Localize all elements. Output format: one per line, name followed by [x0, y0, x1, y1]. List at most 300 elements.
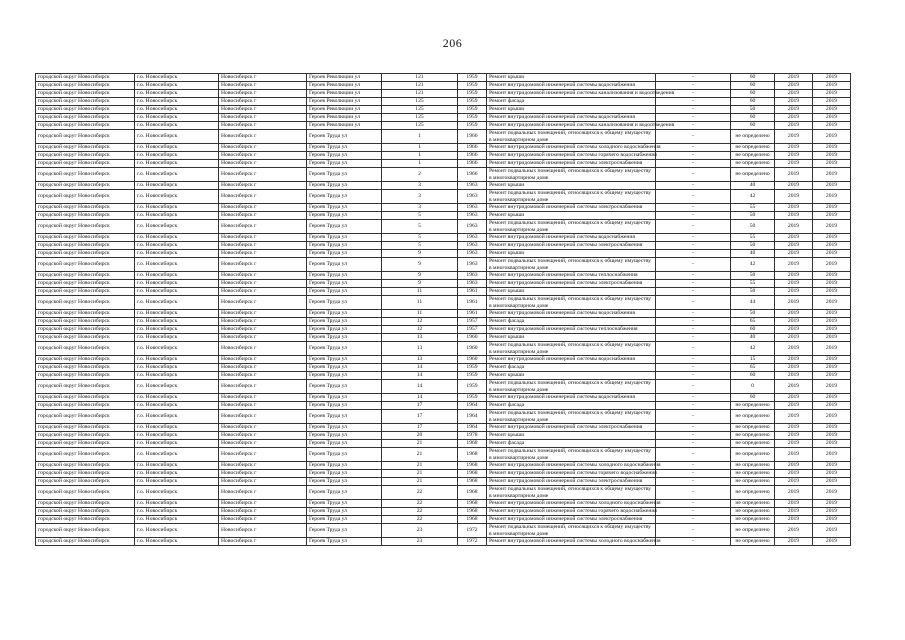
municipality-cell: городской округ Новосибирск: [36, 204, 135, 212]
done-year-cell: 2019: [813, 462, 851, 470]
street-cell: Героев Революции ул: [307, 74, 382, 82]
done-year-cell: 2019: [813, 204, 851, 212]
done-year-cell: 2019: [813, 538, 851, 546]
house-number-cell: 17: [382, 410, 458, 424]
year-built-cell: 1972: [458, 524, 487, 538]
municipality-cell: городской округ Новосибирск: [36, 234, 135, 242]
done-year-cell: 2019: [813, 272, 851, 280]
house-number-cell: 23: [382, 538, 458, 546]
house-number-cell: 125: [382, 106, 458, 114]
municipality-cell: городской округ Новосибирск: [36, 144, 135, 152]
done-year-cell: 2019: [813, 152, 851, 160]
house-number-cell: 14: [382, 364, 458, 372]
work-type-cell: Ремонт внутридомовой инженерной системы водоснабжения: [487, 356, 656, 364]
done-year-cell: 2019: [813, 380, 851, 394]
house-number-cell: 13: [382, 356, 458, 364]
house-number-cell: 14: [382, 394, 458, 402]
settlement-cell: Новосибирск г: [219, 234, 307, 242]
work-type-cell: Ремонт внутридомовой инженерной системы электроснабжения: [487, 160, 656, 168]
municipality-cell: городской округ Новосибирск: [36, 152, 135, 160]
work-type-cell: Ремонт крыши: [487, 74, 656, 82]
done-year-cell: 2019: [813, 470, 851, 478]
cost-cell: не определено: [731, 516, 775, 524]
dash-cell: -: [656, 280, 731, 288]
dash-cell: -: [656, 342, 731, 356]
cost-cell: не определено: [731, 440, 775, 448]
work-type-cell: Ремонт внутридомовой инженерной системы канализования и водоотведения: [487, 122, 656, 130]
street-cell: Героев Труда ул: [307, 508, 382, 516]
district-cell: г.о. Новосибирск: [135, 204, 219, 212]
street-cell: Героев Труда ул: [307, 516, 382, 524]
house-number-cell: 9: [382, 280, 458, 288]
district-cell: г.о. Новосибирск: [135, 90, 219, 98]
municipality-cell: городской округ Новосибирск: [36, 462, 135, 470]
work-type-cell: Ремонт подвальных помещений, относящихся к общему имуществу в многоквартирном доме: [487, 296, 656, 310]
dash-cell: -: [656, 204, 731, 212]
cost-cell: 60: [731, 122, 775, 130]
plan-year-cell: 2019: [775, 508, 813, 516]
work-type-cell: Ремонт внутридомовой инженерной системы водоснабжения: [487, 234, 656, 242]
work-type-cell: Ремонт фасада: [487, 402, 656, 410]
done-year-cell: 2019: [813, 114, 851, 122]
street-cell: Героев Революции ул: [307, 122, 382, 130]
street-cell: Героев Труда ул: [307, 342, 382, 356]
done-year-cell: 2019: [813, 310, 851, 318]
plan-year-cell: 2019: [775, 380, 813, 394]
dash-cell: -: [656, 144, 731, 152]
plan-year-cell: 2019: [775, 342, 813, 356]
settlement-cell: Новосибирск г: [219, 394, 307, 402]
cost-cell: не определено: [731, 168, 775, 182]
cost-cell: 55: [731, 280, 775, 288]
dash-cell: -: [656, 106, 731, 114]
work-type-cell: Ремонт подвальных помещений, относящихся к общему имуществу в многоквартирном доме: [487, 168, 656, 182]
year-built-cell: 1957: [458, 326, 487, 334]
plan-year-cell: 2019: [775, 160, 813, 168]
street-cell: Героев Труда ул: [307, 204, 382, 212]
work-type-cell: Ремонт внутридомовой инженерной системы канализования и водоотведения: [487, 90, 656, 98]
district-cell: г.о. Новосибирск: [135, 424, 219, 432]
year-built-cell: 1966: [458, 130, 487, 144]
settlement-cell: Новосибирск г: [219, 516, 307, 524]
work-type-cell: Ремонт внутридомовой инженерной системы водоснабжения: [487, 82, 656, 90]
municipality-cell: городской округ Новосибирск: [36, 242, 135, 250]
plan-year-cell: 2019: [775, 280, 813, 288]
dash-cell: -: [656, 310, 731, 318]
settlement-cell: Новосибирск г: [219, 122, 307, 130]
year-built-cell: 1959: [458, 98, 487, 106]
settlement-cell: Новосибирск г: [219, 250, 307, 258]
settlement-cell: Новосибирск г: [219, 258, 307, 272]
plan-year-cell: 2019: [775, 334, 813, 342]
dash-cell: -: [656, 500, 731, 508]
year-built-cell: 1963: [458, 250, 487, 258]
done-year-cell: 2019: [813, 326, 851, 334]
street-cell: Героев Труда ул: [307, 288, 382, 296]
district-cell: г.о. Новосибирск: [135, 372, 219, 380]
district-cell: г.о. Новосибирск: [135, 326, 219, 334]
done-year-cell: 2019: [813, 296, 851, 310]
settlement-cell: Новосибирск г: [219, 342, 307, 356]
street-cell: Героев Труда ул: [307, 356, 382, 364]
cost-cell: 50: [731, 212, 775, 220]
settlement-cell: Новосибирск г: [219, 334, 307, 342]
done-year-cell: 2019: [813, 144, 851, 152]
house-number-cell: 22: [382, 500, 458, 508]
settlement-cell: Новосибирск г: [219, 114, 307, 122]
settlement-cell: Новосибирск г: [219, 410, 307, 424]
work-type-cell: Ремонт внутридомовой инженерной системы горячего водоснабжения: [487, 470, 656, 478]
work-type-cell: Ремонт внутридомовой инженерной системы электроснабжения: [487, 516, 656, 524]
settlement-cell: Новосибирск г: [219, 74, 307, 82]
dash-cell: -: [656, 114, 731, 122]
year-built-cell: 1966: [458, 168, 487, 182]
done-year-cell: 2019: [813, 432, 851, 440]
cost-cell: не определено: [731, 410, 775, 424]
work-type-cell: Ремонт крыши: [487, 250, 656, 258]
settlement-cell: Новосибирск г: [219, 182, 307, 190]
street-cell: Героев Труда ул: [307, 220, 382, 234]
table-row: [36, 160, 851, 168]
cost-cell: 60: [731, 74, 775, 82]
house-number-cell: 5: [382, 220, 458, 234]
table-row: [36, 258, 851, 272]
cost-cell: 50: [731, 106, 775, 114]
table-row: [36, 90, 851, 98]
cost-cell: не определено: [731, 524, 775, 538]
street-cell: Героев Труда ул: [307, 190, 382, 204]
dash-cell: -: [656, 168, 731, 182]
plan-year-cell: 2019: [775, 122, 813, 130]
year-built-cell: 1964: [458, 424, 487, 432]
year-built-cell: 1961: [458, 288, 487, 296]
dash-cell: -: [656, 326, 731, 334]
table-row: [36, 410, 851, 424]
year-built-cell: 1960: [458, 356, 487, 364]
year-built-cell: 1968: [458, 508, 487, 516]
municipality-cell: городской округ Новосибирск: [36, 356, 135, 364]
district-cell: г.о. Новосибирск: [135, 356, 219, 364]
done-year-cell: 2019: [813, 122, 851, 130]
house-number-cell: 13: [382, 334, 458, 342]
cost-cell: не определено: [731, 144, 775, 152]
municipality-cell: городской округ Новосибирск: [36, 296, 135, 310]
plan-year-cell: 2019: [775, 242, 813, 250]
settlement-cell: Новосибирск г: [219, 204, 307, 212]
table-row: [36, 204, 851, 212]
done-year-cell: 2019: [813, 280, 851, 288]
table-row: [36, 470, 851, 478]
table-row: [36, 432, 851, 440]
cost-cell: 60: [731, 114, 775, 122]
municipality-cell: городской округ Новосибирск: [36, 500, 135, 508]
done-year-cell: 2019: [813, 234, 851, 242]
table-row: [36, 326, 851, 334]
municipality-cell: городской округ Новосибирск: [36, 364, 135, 372]
dash-cell: -: [656, 424, 731, 432]
municipality-cell: городской округ Новосибирск: [36, 372, 135, 380]
municipality-cell: городской округ Новосибирск: [36, 220, 135, 234]
done-year-cell: 2019: [813, 486, 851, 500]
plan-year-cell: 2019: [775, 402, 813, 410]
municipality-cell: городской округ Новосибирск: [36, 334, 135, 342]
year-built-cell: 1964: [458, 402, 487, 410]
municipality-cell: городской округ Новосибирск: [36, 190, 135, 204]
settlement-cell: Новосибирск г: [219, 508, 307, 516]
work-type-cell: Ремонт крыши: [487, 432, 656, 440]
plan-year-cell: 2019: [775, 470, 813, 478]
dash-cell: -: [656, 538, 731, 546]
work-type-cell: Ремонт внутридомовой инженерной системы теплоснабжения: [487, 272, 656, 280]
house-number-cell: 125: [382, 98, 458, 106]
municipality-cell: городской округ Новосибирск: [36, 380, 135, 394]
settlement-cell: Новосибирск г: [219, 380, 307, 394]
municipality-cell: городской округ Новосибирск: [36, 424, 135, 432]
municipality-cell: городской округ Новосибирск: [36, 470, 135, 478]
done-year-cell: 2019: [813, 90, 851, 98]
plan-year-cell: 2019: [775, 220, 813, 234]
table-row: [36, 310, 851, 318]
house-number-cell: 17: [382, 402, 458, 410]
year-built-cell: 1959: [458, 106, 487, 114]
district-cell: г.о. Новосибирск: [135, 394, 219, 402]
settlement-cell: Новосибирск г: [219, 144, 307, 152]
district-cell: г.о. Новосибирск: [135, 432, 219, 440]
work-type-cell: Ремонт внутридомовой инженерной системы водоснабжения: [487, 310, 656, 318]
settlement-cell: Новосибирск г: [219, 98, 307, 106]
settlement-cell: Новосибирск г: [219, 106, 307, 114]
dash-cell: -: [656, 356, 731, 364]
settlement-cell: Новосибирск г: [219, 432, 307, 440]
dash-cell: -: [656, 250, 731, 258]
municipality-cell: городской округ Новосибирск: [36, 250, 135, 258]
dash-cell: -: [656, 394, 731, 402]
house-number-cell: 20: [382, 432, 458, 440]
settlement-cell: Новосибирск г: [219, 212, 307, 220]
district-cell: г.о. Новосибирск: [135, 296, 219, 310]
table-row: [36, 168, 851, 182]
settlement-cell: Новосибирск г: [219, 372, 307, 380]
municipality-cell: городской округ Новосибирск: [36, 516, 135, 524]
municipality-cell: городской округ Новосибирск: [36, 82, 135, 90]
dash-cell: -: [656, 234, 731, 242]
settlement-cell: Новосибирск г: [219, 356, 307, 364]
municipality-cell: городской округ Новосибирск: [36, 74, 135, 82]
year-built-cell: 1963: [458, 204, 487, 212]
cost-cell: не определено: [731, 152, 775, 160]
table-row: [36, 242, 851, 250]
settlement-cell: Новосибирск г: [219, 478, 307, 486]
plan-year-cell: 2019: [775, 364, 813, 372]
plan-year-cell: 2019: [775, 258, 813, 272]
plan-year-cell: 2019: [775, 272, 813, 280]
cost-cell: 60: [731, 394, 775, 402]
table-row: [36, 130, 851, 144]
settlement-cell: Новосибирск г: [219, 220, 307, 234]
street-cell: Героев Труда ул: [307, 130, 382, 144]
street-cell: Героев Труда ул: [307, 486, 382, 500]
year-built-cell: 1963: [458, 242, 487, 250]
year-built-cell: 1963: [458, 212, 487, 220]
table-row: [36, 516, 851, 524]
dash-cell: -: [656, 334, 731, 342]
year-built-cell: 1959: [458, 82, 487, 90]
district-cell: г.о. Новосибирск: [135, 220, 219, 234]
municipality-cell: городской округ Новосибирск: [36, 280, 135, 288]
table-row: [36, 182, 851, 190]
district-cell: г.о. Новосибирск: [135, 310, 219, 318]
table-row: [36, 524, 851, 538]
settlement-cell: Новосибирск г: [219, 486, 307, 500]
done-year-cell: 2019: [813, 242, 851, 250]
work-type-cell: Ремонт внутридомовой инженерной системы горячего водоснабжения: [487, 152, 656, 160]
table-row: [36, 372, 851, 380]
cost-cell: 60: [731, 98, 775, 106]
street-cell: Героев Труда ул: [307, 212, 382, 220]
table-row: [36, 190, 851, 204]
cost-cell: не определено: [731, 462, 775, 470]
street-cell: Героев Труда ул: [307, 448, 382, 462]
plan-year-cell: 2019: [775, 448, 813, 462]
street-cell: Героев Труда ул: [307, 402, 382, 410]
house-number-cell: 1: [382, 130, 458, 144]
municipality-cell: городской округ Новосибирск: [36, 432, 135, 440]
street-cell: Героев Труда ул: [307, 258, 382, 272]
plan-year-cell: 2019: [775, 524, 813, 538]
municipality-cell: городской округ Новосибирск: [36, 114, 135, 122]
plan-year-cell: 2019: [775, 394, 813, 402]
work-type-cell: Ремонт внутридомовой инженерной системы водоснабжения: [487, 394, 656, 402]
house-number-cell: 9: [382, 250, 458, 258]
street-cell: Героев Труда ул: [307, 364, 382, 372]
plan-year-cell: 2019: [775, 182, 813, 190]
done-year-cell: 2019: [813, 402, 851, 410]
work-type-cell: Ремонт внутридомовой инженерной системы электроснабжения: [487, 242, 656, 250]
year-built-cell: 1960: [458, 334, 487, 342]
municipality-cell: городской округ Новосибирск: [36, 272, 135, 280]
year-built-cell: 1968: [458, 500, 487, 508]
district-cell: г.о. Новосибирск: [135, 334, 219, 342]
cost-cell: 42: [731, 258, 775, 272]
street-cell: Героев Труда ул: [307, 168, 382, 182]
house-number-cell: 12: [382, 318, 458, 326]
work-type-cell: Ремонт крыши: [487, 372, 656, 380]
cost-cell: не определено: [731, 470, 775, 478]
cost-cell: 15: [731, 356, 775, 364]
work-type-cell: Ремонт фасада: [487, 98, 656, 106]
done-year-cell: 2019: [813, 440, 851, 448]
work-type-cell: Ремонт фасада: [487, 364, 656, 372]
table-row: [36, 462, 851, 470]
dash-cell: -: [656, 220, 731, 234]
year-built-cell: 1963: [458, 258, 487, 272]
plan-year-cell: 2019: [775, 90, 813, 98]
street-cell: Героев Революции ул: [307, 82, 382, 90]
settlement-cell: Новосибирск г: [219, 448, 307, 462]
district-cell: г.о. Новосибирск: [135, 250, 219, 258]
settlement-cell: Новосибирск г: [219, 280, 307, 288]
settlement-cell: Новосибирск г: [219, 538, 307, 546]
done-year-cell: 2019: [813, 258, 851, 272]
district-cell: г.о. Новосибирск: [135, 272, 219, 280]
settlement-cell: Новосибирск г: [219, 500, 307, 508]
done-year-cell: 2019: [813, 524, 851, 538]
table-row: [36, 538, 851, 546]
municipality-cell: городской округ Новосибирск: [36, 160, 135, 168]
district-cell: г.о. Новосибирск: [135, 538, 219, 546]
street-cell: Героев Труда ул: [307, 424, 382, 432]
settlement-cell: Новосибирск г: [219, 440, 307, 448]
cost-cell: 55: [731, 234, 775, 242]
house-number-cell: 121: [382, 74, 458, 82]
dash-cell: -: [656, 516, 731, 524]
done-year-cell: 2019: [813, 500, 851, 508]
year-built-cell: 1968: [458, 478, 487, 486]
table-row: [36, 144, 851, 152]
cost-cell: 44: [731, 296, 775, 310]
work-type-cell: Ремонт внутридомовой инженерной системы горячего водоснабжения: [487, 508, 656, 516]
done-year-cell: 2019: [813, 424, 851, 432]
done-year-cell: 2019: [813, 410, 851, 424]
table-row: [36, 114, 851, 122]
cost-cell: не определено: [731, 478, 775, 486]
dash-cell: -: [656, 160, 731, 168]
work-type-cell: Ремонт внутридомовой инженерной системы теплоснабжения: [487, 326, 656, 334]
dash-cell: -: [656, 98, 731, 106]
district-cell: г.о. Новосибирск: [135, 234, 219, 242]
table-row: [36, 74, 851, 82]
municipality-cell: городской округ Новосибирск: [36, 508, 135, 516]
table-row: [36, 486, 851, 500]
plan-year-cell: 2019: [775, 288, 813, 296]
year-built-cell: 1959: [458, 122, 487, 130]
street-cell: Героев Труда ул: [307, 478, 382, 486]
done-year-cell: 2019: [813, 508, 851, 516]
municipality-cell: городской округ Новосибирск: [36, 342, 135, 356]
work-type-cell: Ремонт внутридомовой инженерной системы электроснабжения: [487, 204, 656, 212]
house-number-cell: 12: [382, 326, 458, 334]
table-row: [36, 82, 851, 90]
cost-cell: 42: [731, 342, 775, 356]
street-cell: Героев Революции ул: [307, 98, 382, 106]
work-type-cell: Ремонт внутридомовой инженерной системы электроснабжения: [487, 478, 656, 486]
plan-year-cell: 2019: [775, 212, 813, 220]
settlement-cell: Новосибирск г: [219, 326, 307, 334]
dash-cell: -: [656, 212, 731, 220]
table-row: [36, 380, 851, 394]
table-row: [36, 424, 851, 432]
district-cell: г.о. Новосибирск: [135, 242, 219, 250]
municipality-cell: городской округ Новосибирск: [36, 98, 135, 106]
work-type-cell: Ремонт подвальных помещений, относящихся к общему имуществу в многоквартирном доме: [487, 258, 656, 272]
dash-cell: -: [656, 90, 731, 98]
table-row: [36, 152, 851, 160]
dash-cell: -: [656, 258, 731, 272]
year-built-cell: 1963: [458, 190, 487, 204]
year-built-cell: 1959: [458, 114, 487, 122]
cost-cell: 60: [731, 326, 775, 334]
plan-year-cell: 2019: [775, 356, 813, 364]
house-number-cell: 22: [382, 516, 458, 524]
table-row: [36, 250, 851, 258]
settlement-cell: Новосибирск г: [219, 152, 307, 160]
cost-cell: 55: [731, 204, 775, 212]
district-cell: г.о. Новосибирск: [135, 168, 219, 182]
district-cell: г.о. Новосибирск: [135, 440, 219, 448]
year-built-cell: 1963: [458, 182, 487, 190]
plan-year-cell: 2019: [775, 106, 813, 114]
table-row: [36, 296, 851, 310]
